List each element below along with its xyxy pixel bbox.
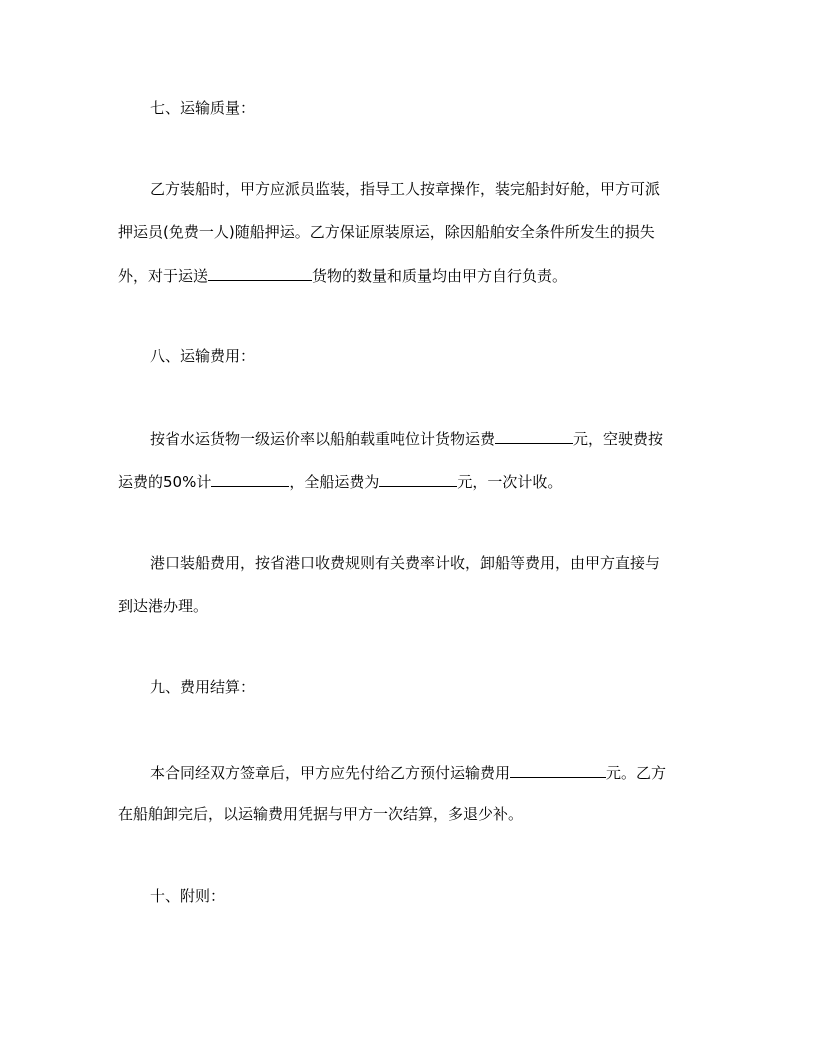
section-heading-cost: 八、运输费用： bbox=[150, 347, 256, 365]
section-heading-appendix: 十、附则： bbox=[150, 887, 226, 905]
paragraph-text: 外，对于运送 bbox=[118, 267, 209, 285]
paragraph-line bbox=[118, 265, 567, 286]
fill-in-blank bbox=[510, 762, 606, 778]
paragraph-line bbox=[118, 471, 562, 492]
section-heading-settlement: 九、费用结算： bbox=[150, 678, 256, 696]
paragraph-text: 元。乙方 bbox=[606, 764, 667, 782]
fill-in-blank bbox=[211, 471, 289, 487]
fill-in-blank bbox=[495, 428, 573, 444]
paragraph-text: 元，空驶费按 bbox=[573, 430, 664, 448]
paragraph-line: 到达港办理。 bbox=[118, 597, 209, 615]
paragraph-line: 港口装船费用，按省港口收费规则有关费率计收，卸船等费用，由甲方直接与 bbox=[150, 554, 661, 572]
paragraph-line: 在船舶卸完后，以运输费用凭据与甲方一次结算，多退少补。 bbox=[118, 805, 524, 823]
section-heading-quality: 七、运输质量： bbox=[150, 99, 256, 117]
fill-in-blank bbox=[208, 265, 312, 281]
paragraph-line: 押运员(免费一人)随船押运。乙方保证原装原运，除因船舶安全条件所发生的损失 bbox=[118, 223, 655, 241]
paragraph-line bbox=[150, 762, 666, 783]
paragraph-line bbox=[150, 428, 663, 449]
paragraph-text: 货物的数量和质量均由甲方自行负责。 bbox=[312, 267, 568, 285]
paragraph-text: 运费的50%计 bbox=[118, 473, 212, 491]
fill-in-blank bbox=[379, 471, 457, 487]
paragraph-text: 本合同经双方签章后，甲方应先付给乙方预付运输费用 bbox=[150, 764, 511, 782]
paragraph-text: 按省水运货物一级运价率以船舶载重吨位计货物运费 bbox=[150, 430, 496, 448]
paragraph-text: ，全船运费为 bbox=[289, 473, 380, 491]
paragraph-text: 元，一次计收。 bbox=[457, 473, 563, 491]
paragraph-line: 乙方装船时，甲方应派员监装，指导工人按章操作，装完船封好舱，甲方可派 bbox=[150, 180, 661, 198]
